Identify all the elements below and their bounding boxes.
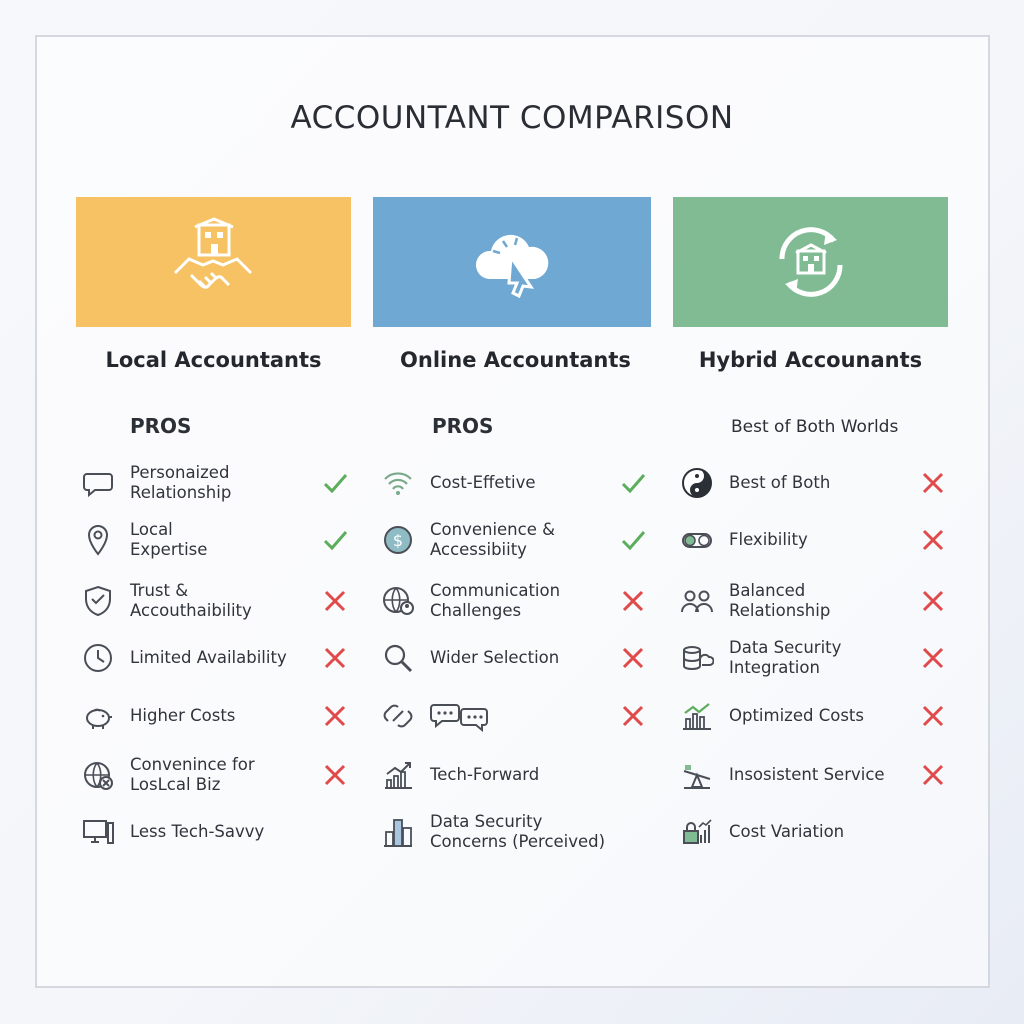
item-label: Flexibility [729,530,808,549]
cross-icon [618,643,648,673]
list-item [679,698,864,734]
toggle-icon [679,522,715,558]
section-label: PROS [130,414,192,438]
cross-icon [320,760,350,790]
list-item [380,698,490,734]
item-label: Less Tech-Savvy [130,822,265,841]
item-label: Limited Availability [130,648,287,667]
magnifier-icon [380,640,416,676]
list-item [80,757,255,793]
list-item [80,814,264,850]
link-chat-icon [380,698,416,734]
yin-yang-icon [679,465,715,501]
item-label: Local Expertise [130,520,208,559]
computer-icon [80,814,116,850]
section-label: Best of Both Worlds [731,417,899,437]
lock-chart-icon [679,814,715,850]
item-label: Data Security Integration [729,638,842,677]
column-title: Hybrid Accounants [698,348,923,372]
cross-icon [320,586,350,616]
location-pin-icon [80,522,116,558]
item-label: Optimized Costs [729,706,864,725]
item-label: Personaized Relationship [130,463,232,502]
cross-icon [918,701,948,731]
building-handshake-icon [169,217,259,307]
list-item [679,757,885,793]
piggy-bank-icon [80,698,116,734]
list-item [380,465,536,501]
item-label: Insosistent Service [729,765,885,784]
item-label: Best of Both [729,473,831,492]
column-title: Online Accountants [400,348,631,372]
cross-icon [918,643,948,673]
database-cloud-icon [679,640,715,676]
city-buildings-icon [380,814,416,850]
people-icon [679,583,715,619]
banner-hybrid-accounants [673,197,948,327]
cloud-cursor-icon [467,217,557,307]
list-item [80,698,235,734]
list-item [679,583,830,619]
bar-chart-icon [679,698,715,734]
globe-cross-icon [80,757,116,793]
seesaw-icon [679,757,715,793]
wifi-icon [380,465,416,501]
cross-icon [618,701,648,731]
list-item [380,640,559,676]
item-label: Balanced Relationship [729,581,831,620]
section-label: PROS [432,414,494,438]
cross-icon [618,586,648,616]
item-label: Data Security Concerns (Perceived) [430,812,606,851]
globe-people-icon [380,583,416,619]
column-title: Local Accountants [105,348,322,372]
list-item [80,522,207,558]
cross-icon [918,525,948,555]
list-item [380,583,560,619]
item-label: Cost Variation [729,822,845,841]
list-item [679,522,808,558]
check-icon [320,468,350,498]
banner-local-accountants [76,197,351,327]
cross-icon [320,643,350,673]
sync-building-icon [766,217,856,307]
item-label: Convenince for LosLcal Biz [130,755,255,794]
item-label: Cost-Effetive [430,473,536,492]
cross-icon [918,468,948,498]
banner-online-accountants [373,197,651,327]
check-icon [618,525,648,555]
list-item [380,757,539,793]
list-item [679,814,844,850]
check-icon [618,468,648,498]
list-item [679,640,841,676]
list-item [80,583,252,619]
list-item [679,465,830,501]
check-icon [320,525,350,555]
speech-bubble-icon [80,465,116,501]
item-label: Higher Costs [130,706,236,725]
list-item [380,814,605,850]
item-label: Tech-Forward [430,765,540,784]
cross-icon [320,701,350,731]
cross-icon [918,586,948,616]
page-title: ACCOUNTANT COMPARISON [290,100,734,136]
chat-bubbles-icon [430,698,490,734]
list-item [80,640,287,676]
svg-text:$: $ [392,531,404,550]
growth-chart-icon [380,757,416,793]
item-label: Convenience & Accessibiity [430,520,555,559]
list-item [80,465,231,501]
cross-icon [918,760,948,790]
clock-icon [80,640,116,676]
item-label: Trust & Accouthaibility [130,581,252,620]
item-label: Wider Selection [430,648,560,667]
item-label: Communication Challenges [430,581,561,620]
dollar-coin-icon [380,522,416,558]
list-item [380,522,555,558]
shield-icon [80,583,116,619]
